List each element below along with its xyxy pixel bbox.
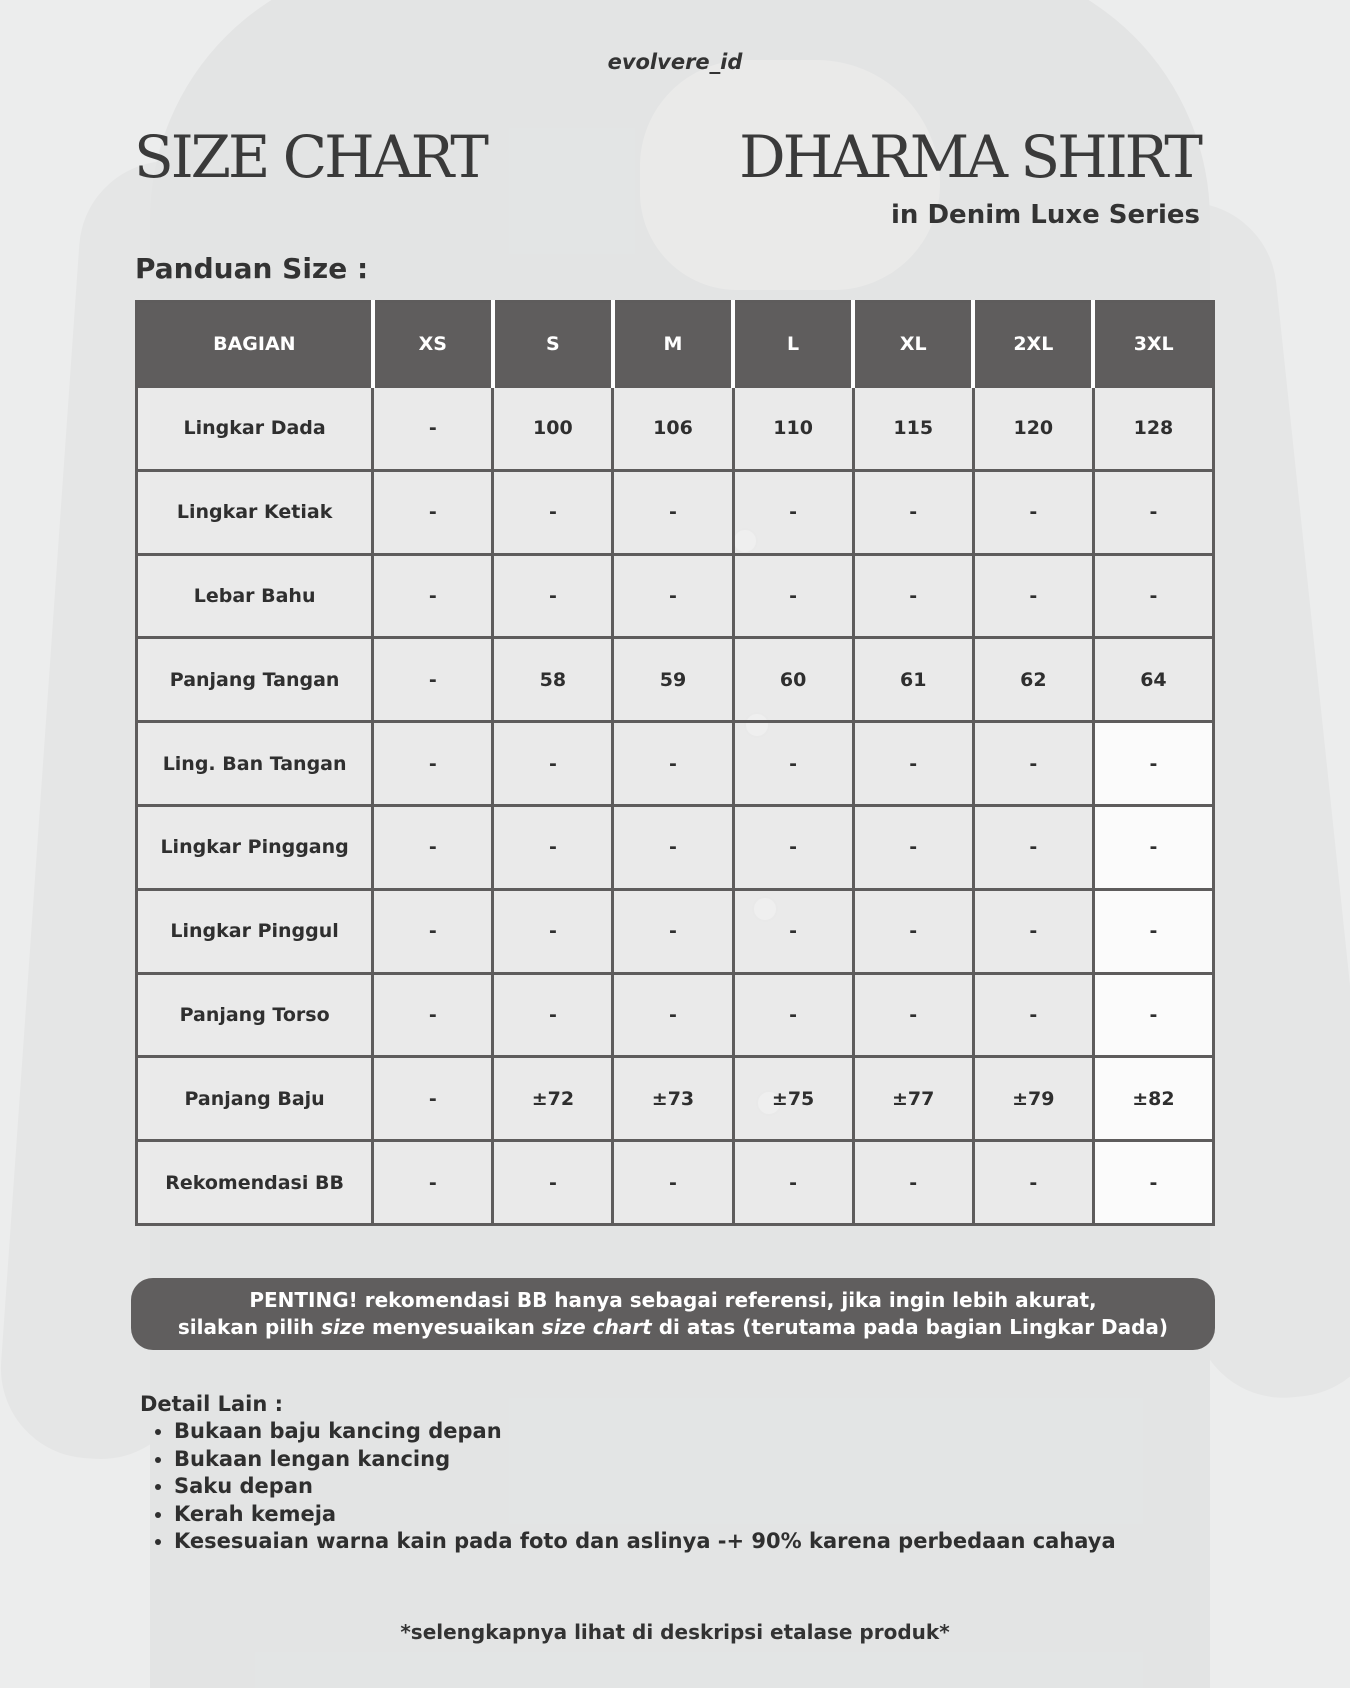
- table-cell: -: [493, 889, 613, 973]
- table-cell: -: [853, 973, 973, 1057]
- list-item: • Bukaan lengan kancing: [174, 1446, 1116, 1474]
- header-size-2xl: 2XL: [973, 302, 1093, 387]
- table-cell: -: [1093, 722, 1213, 806]
- table-cell: -: [853, 889, 973, 973]
- table-row: [137, 554, 1214, 638]
- table-cell: 59: [613, 638, 733, 722]
- table-cell: -: [373, 638, 493, 722]
- table-cell: -: [1093, 973, 1213, 1057]
- row-label: Panjang Tangan: [137, 638, 373, 722]
- product-title: DHARMA SHIRT: [739, 123, 1200, 191]
- table-cell: -: [373, 1057, 493, 1141]
- table-cell: -: [853, 805, 973, 889]
- table-cell: 100: [493, 387, 613, 471]
- table-cell: -: [733, 973, 853, 1057]
- table-cell: -: [853, 722, 973, 806]
- table-cell: ±75: [733, 1057, 853, 1141]
- table-cell: -: [973, 805, 1093, 889]
- header-size-m: M: [613, 302, 733, 387]
- table-cell: -: [613, 889, 733, 973]
- table-row: [137, 889, 1214, 973]
- table-cell: -: [1093, 805, 1213, 889]
- table-cell: 110: [733, 387, 853, 471]
- table-cell: -: [973, 554, 1093, 638]
- size-chart-title: SIZE CHART: [134, 123, 486, 191]
- table-cell: 120: [973, 387, 1093, 471]
- table-cell: 106: [613, 387, 733, 471]
- list-item: • Bukaan baju kancing depan: [174, 1418, 1116, 1446]
- row-label: Lingkar Pinggang: [137, 805, 373, 889]
- size-table: [135, 300, 1215, 1226]
- size-guide-heading: Panduan Size :: [135, 252, 369, 285]
- table-row: [137, 722, 1214, 806]
- table-cell: -: [973, 973, 1093, 1057]
- details-list: [152, 1418, 1116, 1556]
- table-cell: -: [733, 1141, 853, 1225]
- table-cell: -: [973, 722, 1093, 806]
- row-label: Lingkar Pinggul: [137, 889, 373, 973]
- table-cell: -: [613, 722, 733, 806]
- notice-line-2: silakan pilih size menyesuaikan size chart di atas (terutama pada bagian Lingkar Dada): [177, 1315, 1169, 1339]
- table-cell: -: [1093, 889, 1213, 973]
- table-cell: -: [973, 1141, 1093, 1225]
- table-row: [137, 387, 1214, 471]
- table-cell: -: [733, 805, 853, 889]
- table-cell: 60: [733, 638, 853, 722]
- table-cell: 128: [1093, 387, 1213, 471]
- table-cell: 58: [493, 638, 613, 722]
- list-item: • Kesesuaian warna kain pada foto dan aslinya -+ 90% karena perbedaan cahaya: [174, 1528, 1116, 1556]
- table-cell: 64: [1093, 638, 1213, 722]
- table-cell: ±77: [853, 1057, 973, 1141]
- table-cell: ±82: [1093, 1057, 1213, 1141]
- row-label: Lingkar Dada: [137, 387, 373, 471]
- table-row: [137, 638, 1214, 722]
- table-cell: -: [973, 889, 1093, 973]
- table-cell: -: [973, 470, 1093, 554]
- table-row: [137, 1057, 1214, 1141]
- table-cell: -: [373, 554, 493, 638]
- row-label: Lingkar Ketiak: [137, 470, 373, 554]
- header-size-xl: XL: [853, 302, 973, 387]
- table-row: [137, 973, 1214, 1057]
- size-table-body: [137, 387, 1214, 1225]
- header-size-s: S: [493, 302, 613, 387]
- notice-line-1: PENTING! rekomendasi BB hanya sebagai referensi, jika ingin lebih akurat,: [249, 1288, 1097, 1312]
- table-cell: -: [613, 805, 733, 889]
- table-cell: -: [733, 889, 853, 973]
- row-label: Ling. Ban Tangan: [137, 722, 373, 806]
- table-cell: -: [613, 1141, 733, 1225]
- table-cell: -: [373, 722, 493, 806]
- table-cell: ±73: [613, 1057, 733, 1141]
- table-cell: -: [373, 387, 493, 471]
- list-item: • Kerah kemeja: [174, 1501, 1116, 1529]
- row-label: Lebar Bahu: [137, 554, 373, 638]
- table-cell: -: [733, 554, 853, 638]
- table-cell: -: [613, 973, 733, 1057]
- table-cell: -: [853, 1141, 973, 1225]
- table-header-row: [137, 302, 1214, 387]
- table-cell: -: [1093, 470, 1213, 554]
- table-cell: -: [373, 470, 493, 554]
- table-cell: -: [613, 470, 733, 554]
- table-cell: -: [733, 722, 853, 806]
- product-series: in Denim Luxe Series: [891, 200, 1200, 230]
- row-label: Rekomendasi BB: [137, 1141, 373, 1225]
- table-row: [137, 1141, 1214, 1225]
- row-label: Panjang Baju: [137, 1057, 373, 1141]
- table-cell: -: [853, 470, 973, 554]
- footnote: *selengkapnya lihat di deskripsi etalase produk*: [400, 1620, 950, 1644]
- table-cell: -: [613, 554, 733, 638]
- table-row: [137, 470, 1214, 554]
- table-cell: -: [493, 1141, 613, 1225]
- row-label: Panjang Torso: [137, 973, 373, 1057]
- table-cell: -: [493, 973, 613, 1057]
- table-cell: -: [373, 973, 493, 1057]
- header-size-l: L: [733, 302, 853, 387]
- table-cell: -: [853, 554, 973, 638]
- table-cell: 115: [853, 387, 973, 471]
- header-size-3xl: 3XL: [1093, 302, 1213, 387]
- header-bagian: BAGIAN: [137, 302, 373, 387]
- table-cell: -: [373, 889, 493, 973]
- table-cell: -: [373, 1141, 493, 1225]
- table-cell: ±79: [973, 1057, 1093, 1141]
- table-cell: -: [493, 554, 613, 638]
- table-cell: -: [493, 470, 613, 554]
- table-cell: -: [373, 805, 493, 889]
- list-item: • Saku depan: [174, 1473, 1116, 1501]
- table-cell: 62: [973, 638, 1093, 722]
- header-size-xs: XS: [373, 302, 493, 387]
- table-cell: -: [733, 470, 853, 554]
- table-cell: -: [1093, 554, 1213, 638]
- table-cell: -: [1093, 1141, 1213, 1225]
- table-cell: -: [493, 722, 613, 806]
- table-cell: 61: [853, 638, 973, 722]
- brand-handle: evolvere_id: [607, 50, 743, 74]
- details-heading: Detail Lain :: [140, 1392, 284, 1416]
- table-cell: ±72: [493, 1057, 613, 1141]
- important-notice: [131, 1278, 1215, 1350]
- table-row: [137, 805, 1214, 889]
- table-cell: -: [493, 805, 613, 889]
